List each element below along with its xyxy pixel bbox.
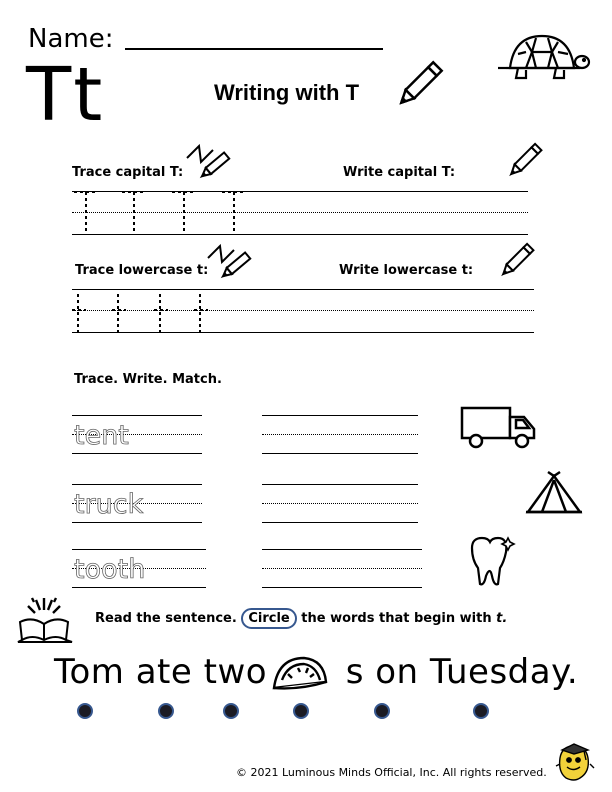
word-dot-3[interactable] bbox=[223, 703, 239, 719]
write-row-top bbox=[262, 484, 418, 485]
lowercase-t-traces bbox=[72, 292, 212, 334]
instruction-letter: t. bbox=[496, 611, 508, 626]
sentence-part2: s on Tuesday. bbox=[345, 652, 579, 692]
book-icon bbox=[16, 596, 74, 644]
circle-word-example: Circle bbox=[241, 608, 296, 629]
write-lowercase-label: Write lowercase t: bbox=[339, 263, 474, 278]
tooth-icon[interactable] bbox=[464, 534, 520, 590]
word-dot-1[interactable] bbox=[77, 703, 93, 719]
big-letter-pair: Tt bbox=[26, 52, 105, 138]
lowercase-top-line bbox=[72, 289, 534, 290]
sentence-part1: Tom ate two bbox=[54, 652, 268, 692]
trace-row-base bbox=[72, 587, 206, 588]
name-label: Name: bbox=[28, 24, 114, 54]
trace-word-tooth[interactable]: tooth bbox=[74, 554, 146, 585]
trace-capital-label: Trace capital T: bbox=[72, 165, 184, 180]
trace-word-truck[interactable]: truck bbox=[74, 489, 144, 520]
instruction-after: the words that begin with bbox=[301, 611, 492, 626]
trace-row-base bbox=[72, 453, 202, 454]
trace-hand-icon bbox=[206, 240, 254, 280]
trace-hand-icon bbox=[185, 140, 233, 180]
trace-word-tent[interactable]: tent bbox=[74, 420, 129, 451]
word-dot-6[interactable] bbox=[473, 703, 489, 719]
write-row-top bbox=[262, 549, 422, 550]
pencil-icon-small bbox=[508, 140, 548, 176]
name-write-line[interactable] bbox=[125, 48, 383, 50]
turtle-icon bbox=[496, 32, 590, 82]
write-row-base[interactable] bbox=[262, 453, 418, 454]
tent-icon[interactable] bbox=[524, 470, 584, 516]
pencil-icon-small bbox=[500, 240, 540, 276]
capital-t-traces bbox=[72, 188, 252, 236]
mascot-icon bbox=[552, 740, 596, 784]
truck-icon[interactable] bbox=[460, 405, 540, 451]
write-row-top bbox=[262, 415, 418, 416]
instruction-line bbox=[95, 611, 507, 626]
write-row-base[interactable] bbox=[262, 522, 418, 523]
pencil-icon bbox=[398, 54, 450, 106]
word-dot-2[interactable] bbox=[158, 703, 174, 719]
word-dot-4[interactable] bbox=[293, 703, 309, 719]
trace-row-top bbox=[72, 415, 202, 416]
trace-row-top bbox=[72, 549, 206, 550]
write-row-mid bbox=[262, 568, 422, 569]
match-heading: Trace. Write. Match. bbox=[74, 372, 222, 387]
write-capital-label: Write capital T: bbox=[343, 165, 456, 180]
instruction-before: Read the sentence. bbox=[95, 611, 237, 626]
write-row-base[interactable] bbox=[262, 587, 422, 588]
word-dot-5[interactable] bbox=[374, 703, 390, 719]
trace-row-top bbox=[72, 484, 202, 485]
page-title: Writing with T bbox=[214, 80, 360, 105]
taco-icon bbox=[270, 652, 330, 694]
copyright-text: © 2021 Luminous Minds Official, Inc. All rights reserved. bbox=[236, 766, 547, 779]
write-row-mid bbox=[262, 434, 418, 435]
trace-lowercase-label: Trace lowercase t: bbox=[75, 263, 209, 278]
trace-row-base bbox=[72, 522, 202, 523]
write-row-mid bbox=[262, 503, 418, 504]
